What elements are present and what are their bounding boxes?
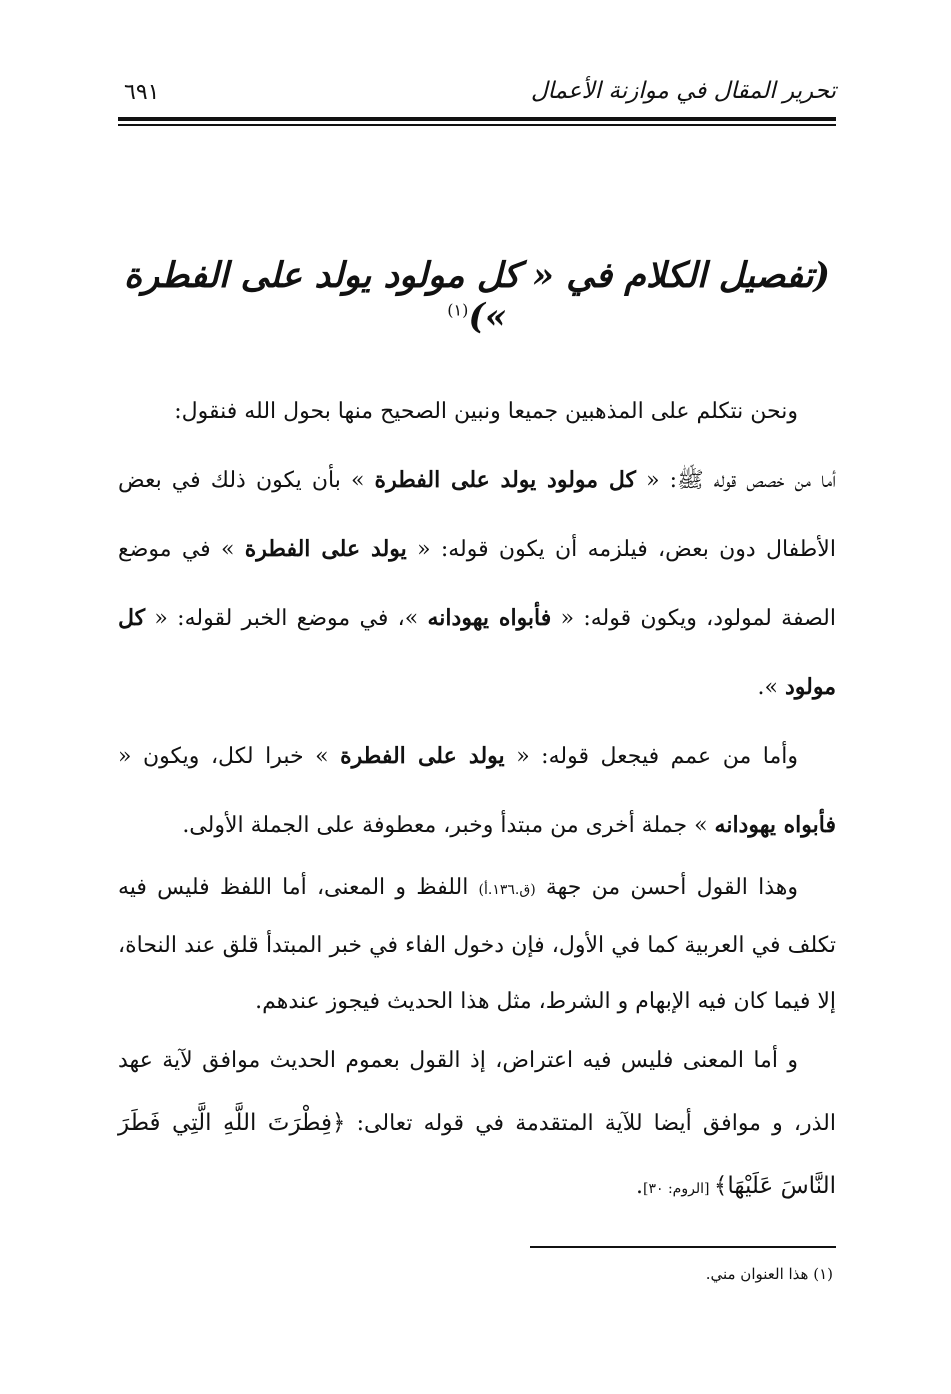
page-number: ٦٩١ xyxy=(124,80,160,105)
text-run: » في موضع الصفة لمولود، ويكون قوله: « xyxy=(118,537,836,631)
paragraph-4 xyxy=(118,860,836,1030)
text-run: وأما من عمم فيجعل قوله: « xyxy=(504,744,798,769)
paragraph-3 xyxy=(118,722,836,860)
book-title: تحرير المقال في موازنة الأعمال xyxy=(530,78,836,104)
footnote: (١) هذا العنوان مني. xyxy=(705,1265,833,1283)
surah-ref: [الروم: ٣٠] xyxy=(642,1181,714,1197)
quran-verse: ﴿فِطْرَتَ اللَّهِ الَّتِي فَطَرَ النَّاسَ عَلَيْهَا﴾ xyxy=(118,1110,836,1199)
text-run: . xyxy=(635,1174,643,1199)
chapter-title xyxy=(118,255,836,337)
text-run: » جملة أخرى من مبتدأ وخبر، معطوفة على الجملة الأولى. xyxy=(182,813,715,838)
paragraph-5 xyxy=(118,1030,836,1220)
header-rule-thin xyxy=(118,124,836,126)
hadith-quote: فأبواه يهودانه xyxy=(714,812,836,838)
text-run: » خبرا لكل، ويكون « xyxy=(118,744,341,769)
text-run: أما من خصص قوله ﷺ: « xyxy=(635,468,836,493)
hadith-quote: كل مولود xyxy=(118,605,836,700)
header-rule-thick xyxy=(118,117,836,121)
text-run: وهذا القول أحسن من جهة xyxy=(535,875,799,900)
text-run: » بأن يكون ذلك في بعض الأطفال دون بعض، فيلزمه أن يكون قوله: « xyxy=(118,468,836,562)
paragraph-1 xyxy=(118,378,836,446)
hadith-quote: يولد على الفطرة xyxy=(244,536,407,562)
text-run: ». xyxy=(757,675,785,700)
chapter-title-text: (تفصيل الكلام في « كل مولود يولد على الفطرة ») xyxy=(123,255,831,337)
text-run: »، في موضع الخبر لقوله: « xyxy=(145,606,428,631)
footnote-marker: (١) xyxy=(447,300,469,320)
body-text xyxy=(118,378,836,1220)
paragraph-2 xyxy=(118,446,836,722)
hadith-quote: كل مولود يولد على الفطرة xyxy=(374,467,636,493)
paragraph-1-text: ونحن نتكلم على المذهبين جميعا ونبين الصحيح منها بحول الله فنقول: xyxy=(174,399,798,424)
footnote-rule xyxy=(530,1246,836,1248)
hadith-quote: يولد على الفطرة xyxy=(340,743,505,769)
text-run: اللفظ و المعنى، أما اللفظ فليس فيه تكلف في العربية كما في الأول، فإن دخول الفاء في خبر المبتدأ قلق عند النحاة، إلا فيما كان فيه الإبهام و الشرط، مثل هذا الحديث فيجوز عندهم. xyxy=(118,875,836,1014)
hadith-quote: فأبواه يهودانه xyxy=(427,605,552,631)
manuscript-ref: (ق.١٣٦.أ) xyxy=(478,882,536,898)
text-run: و أما المعنى فليس فيه اعتراض، إذ القول بعموم الحديث موافق لآية عهد الذر، و موافق أيضا للآية المتقدمة في قوله تعالى: xyxy=(118,1048,836,1136)
running-header xyxy=(118,78,836,108)
